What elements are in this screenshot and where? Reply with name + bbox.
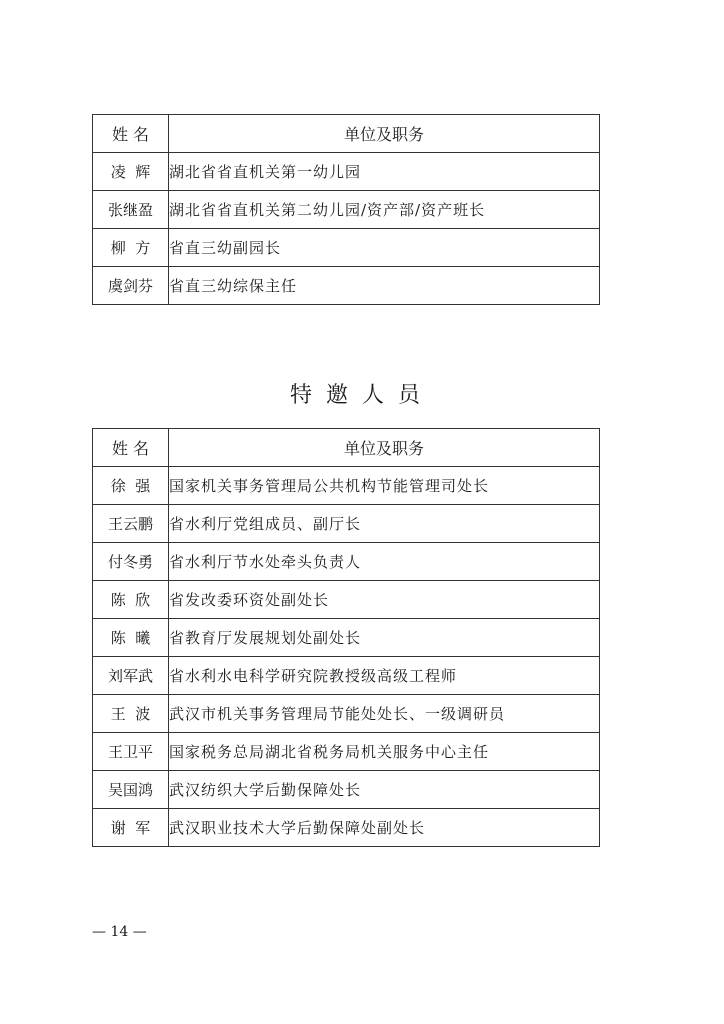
section-title: 特邀人员 xyxy=(289,383,434,408)
person-name: 谢 军 xyxy=(93,809,169,847)
table-row xyxy=(93,543,600,581)
staff-table xyxy=(92,114,600,305)
table-row xyxy=(93,191,600,229)
person-org: 武汉职业技术大学后勤保障处副处长 xyxy=(169,809,600,847)
person-name: 陈 曦 xyxy=(93,619,169,657)
person-name: 陈 欣 xyxy=(93,581,169,619)
table-row xyxy=(93,581,600,619)
person-org: 省水利厅党组成员、副厅长 xyxy=(169,505,600,543)
person-name: 吴国鸿 xyxy=(93,771,169,809)
person-org: 湖北省省直机关第一幼儿园 xyxy=(169,153,600,191)
table-row xyxy=(93,695,600,733)
person-name: 虞剑芬 xyxy=(93,267,169,305)
person-org: 省发改委环资处副处长 xyxy=(169,581,600,619)
person-name: 王云鹏 xyxy=(93,505,169,543)
person-name: 付冬勇 xyxy=(93,543,169,581)
table-row xyxy=(93,657,600,695)
person-name: 刘军武 xyxy=(93,657,169,695)
table-row xyxy=(93,733,600,771)
person-name: 张继盈 xyxy=(93,191,169,229)
person-org: 省水利水电科学研究院教授级高级工程师 xyxy=(169,657,600,695)
person-org: 武汉纺织大学后勤保障处长 xyxy=(169,771,600,809)
header-org: 单位及职务 xyxy=(169,429,600,467)
person-org: 省水利厅节水处牵头负责人 xyxy=(169,543,600,581)
person-org: 国家机关事务管理局公共机构节能管理司处长 xyxy=(169,467,600,505)
person-org: 省直三幼综保主任 xyxy=(169,267,600,305)
invited-guests-table xyxy=(92,428,600,847)
table-row xyxy=(93,229,600,267)
person-name: 王 波 xyxy=(93,695,169,733)
table-row xyxy=(93,467,600,505)
table-header-row xyxy=(93,115,600,153)
header-name: 姓 名 xyxy=(93,115,169,153)
person-org: 国家税务总局湖北省税务局机关服务中心主任 xyxy=(169,733,600,771)
header-org: 单位及职务 xyxy=(169,115,600,153)
table-row xyxy=(93,619,600,657)
person-name: 凌 辉 xyxy=(93,153,169,191)
table-header-row xyxy=(93,429,600,467)
table-row xyxy=(93,267,600,305)
header-name: 姓 名 xyxy=(93,429,169,467)
person-org: 省直三幼副园长 xyxy=(169,229,600,267)
person-org: 武汉市机关事务管理局节能处处长、一级调研员 xyxy=(169,695,600,733)
person-name: 王卫平 xyxy=(93,733,169,771)
page-number: — 14 — xyxy=(92,924,147,940)
table-row xyxy=(93,505,600,543)
person-org: 省教育厅发展规划处副处长 xyxy=(169,619,600,657)
table-row xyxy=(93,153,600,191)
table-row xyxy=(93,809,600,847)
person-org: 湖北省省直机关第二幼儿园/资产部/资产班长 xyxy=(169,191,600,229)
table-row xyxy=(93,771,600,809)
person-name: 徐 强 xyxy=(93,467,169,505)
person-name: 柳 方 xyxy=(93,229,169,267)
